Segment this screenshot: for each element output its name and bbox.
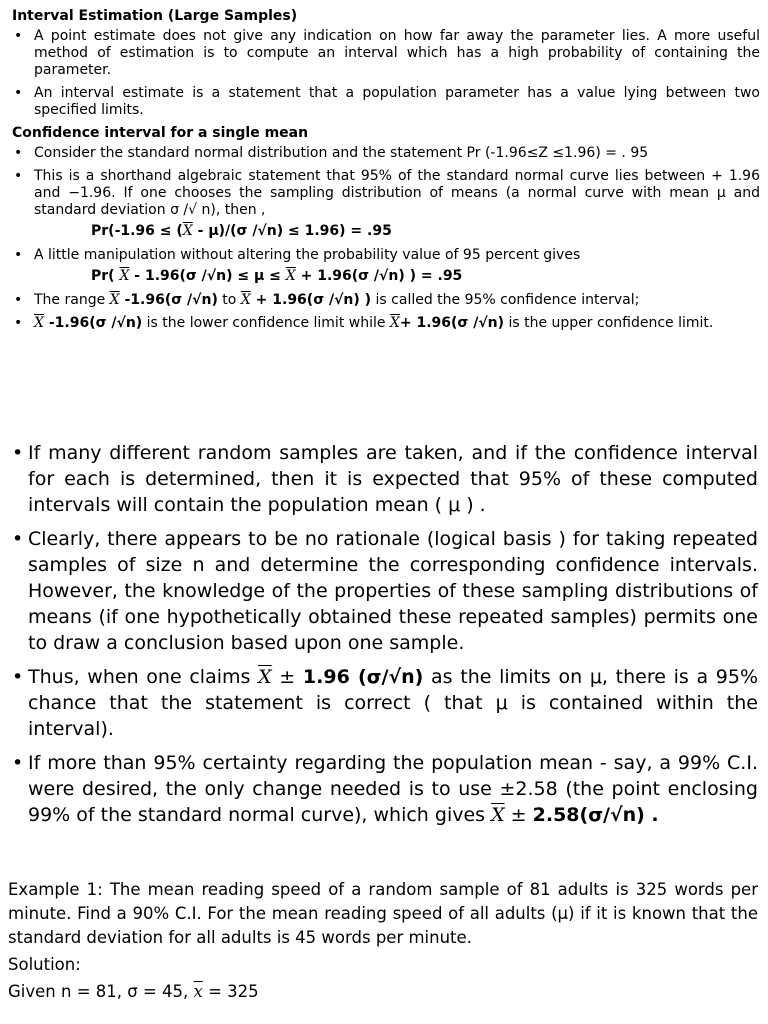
interpretation-list: [12, 440, 758, 828]
text-part: Thus, when one claims: [28, 666, 259, 688]
text-part: is called the 95% confidence interval;: [371, 292, 640, 308]
formula-part: Pr(-1.96 ≤ (: [91, 223, 183, 239]
xbar-symbol: $\overline{X}$: [285, 268, 296, 284]
list-item: • A point estimate does not give any indication on how far away the parameter lies. A more useful method of estimation is to compute an interval which has a high probability of containing the parameter.: [12, 28, 760, 79]
xbar-symbol: $\overline{X}$: [109, 292, 120, 308]
interval-estimation-section: [12, 8, 760, 338]
xbar-symbol: $\overline{X}$: [240, 292, 251, 308]
xbar-symbol: $\overline{X}$: [119, 268, 130, 284]
xbar-symbol: $\overline{X}$: [389, 315, 400, 331]
text-part-bold: 2.58(σ/√n) .: [532, 804, 659, 826]
interval-estimation-list: [12, 28, 760, 119]
text-part-bold: 1.96 (σ/√n): [302, 666, 424, 688]
list-item: [12, 247, 760, 285]
list-item-text: A little manipulation without altering the probability value of 95 percent gives: [34, 247, 581, 263]
example-section: [8, 878, 758, 1007]
interpretation-section: [12, 440, 758, 836]
example-statement: Example 1: The mean reading speed of a random sample of 81 adults is 325 words per minute. Find a 90% C.I. For the mean reading speed of all adults (μ) if it is known that the standard deviation for all adults is 45 words per minute.: [8, 880, 758, 947]
formula-part: + 1.96(σ /√n) ) = .95: [295, 268, 463, 284]
formula-part: Pr(: [91, 268, 120, 284]
section-heading-confidence-interval: Confidence interval for a single mean: [12, 125, 309, 141]
text-part: ±: [504, 804, 533, 826]
text-part-bold: -1.96(σ /√n): [119, 292, 218, 308]
list-item: • Clearly, there appears to be no rationale (logical basis ) for taking repeated samples of size n and determine the corresponding confidence intervals. However, the knowledge of the properties of these sampling distributions of means (if one hypothetically obtained these repeated samples) permits one to draw a conclusion based upon one sample.: [12, 526, 758, 656]
text-part: = 325: [202, 982, 259, 1001]
list-item: [12, 292, 760, 309]
list-item: [12, 315, 760, 332]
text-part: to: [217, 292, 241, 308]
text-part-bold: + 1.96(σ /√n) ): [250, 292, 372, 308]
text-part: as the limits on μ, there is a 95% chance that the statement is correct ( that μ is contained within the interval).: [28, 666, 759, 740]
text-part: The range: [34, 292, 110, 308]
formula-interval: [34, 268, 760, 285]
xbar-symbol: $\overline{X}$: [34, 315, 44, 331]
list-item-text: This is a shorthand algebraic statement that 95% of the standard normal curve lies between + 1.96 and −1.96. If one chooses the sampling distribution of means (a normal curve with mean μ and standard deviation σ /√ n), then ,: [34, 168, 760, 218]
list-item: [12, 664, 758, 742]
text-part: ±: [271, 666, 303, 688]
xbar-symbol: $\overline{X}$: [491, 804, 505, 826]
list-item: • Consider the standard normal distribution and the statement Pr (-1.96≤Z ≤1.96) = . 95: [12, 145, 760, 162]
list-item: [12, 168, 760, 240]
solution-label: Solution:: [8, 955, 81, 974]
given-values: [8, 980, 758, 1004]
formula-part: - μ)/(σ /√n) ≤ 1.96) = .95: [192, 223, 392, 239]
text-part: is the lower confidence limit while: [142, 315, 390, 331]
list-item: • An interval estimate is a statement that a population parameter has a value lying between two specified limits.: [12, 85, 760, 119]
text-part: If more than 95% certainty regarding the population mean - say, a 99% C.I. were desired, the only change needed is to use ±2.58 (the point enclosing 99% of the standard normal curve), which gives: [28, 752, 758, 826]
xbar-symbol: $\overline{X}$: [258, 666, 272, 688]
text-part: Given n = 81, σ = 45,: [8, 982, 194, 1001]
text-part-bold: -1.96(σ /√n): [43, 315, 143, 331]
formula-part: - 1.96(σ /√n) ≤ μ ≤: [129, 268, 286, 284]
list-item: • If many different random samples are taken, and if the confidence interval for each is determined, then it is expected that 95% of these computed intervals will contain the population mean ( μ ) .: [12, 440, 758, 518]
confidence-interval-list: [12, 145, 760, 332]
text-part: is the upper confidence limit.: [504, 315, 714, 331]
xbar-symbol: $\overline{x}$: [193, 982, 203, 1001]
xbar-symbol: $\overline{X}$: [182, 223, 193, 239]
formula-standardized: [34, 223, 760, 240]
list-item: [12, 750, 758, 828]
section-heading-interval-estimation: Interval Estimation (Large Samples): [12, 8, 298, 24]
text-part-bold: + 1.96(σ /√n): [399, 315, 505, 331]
